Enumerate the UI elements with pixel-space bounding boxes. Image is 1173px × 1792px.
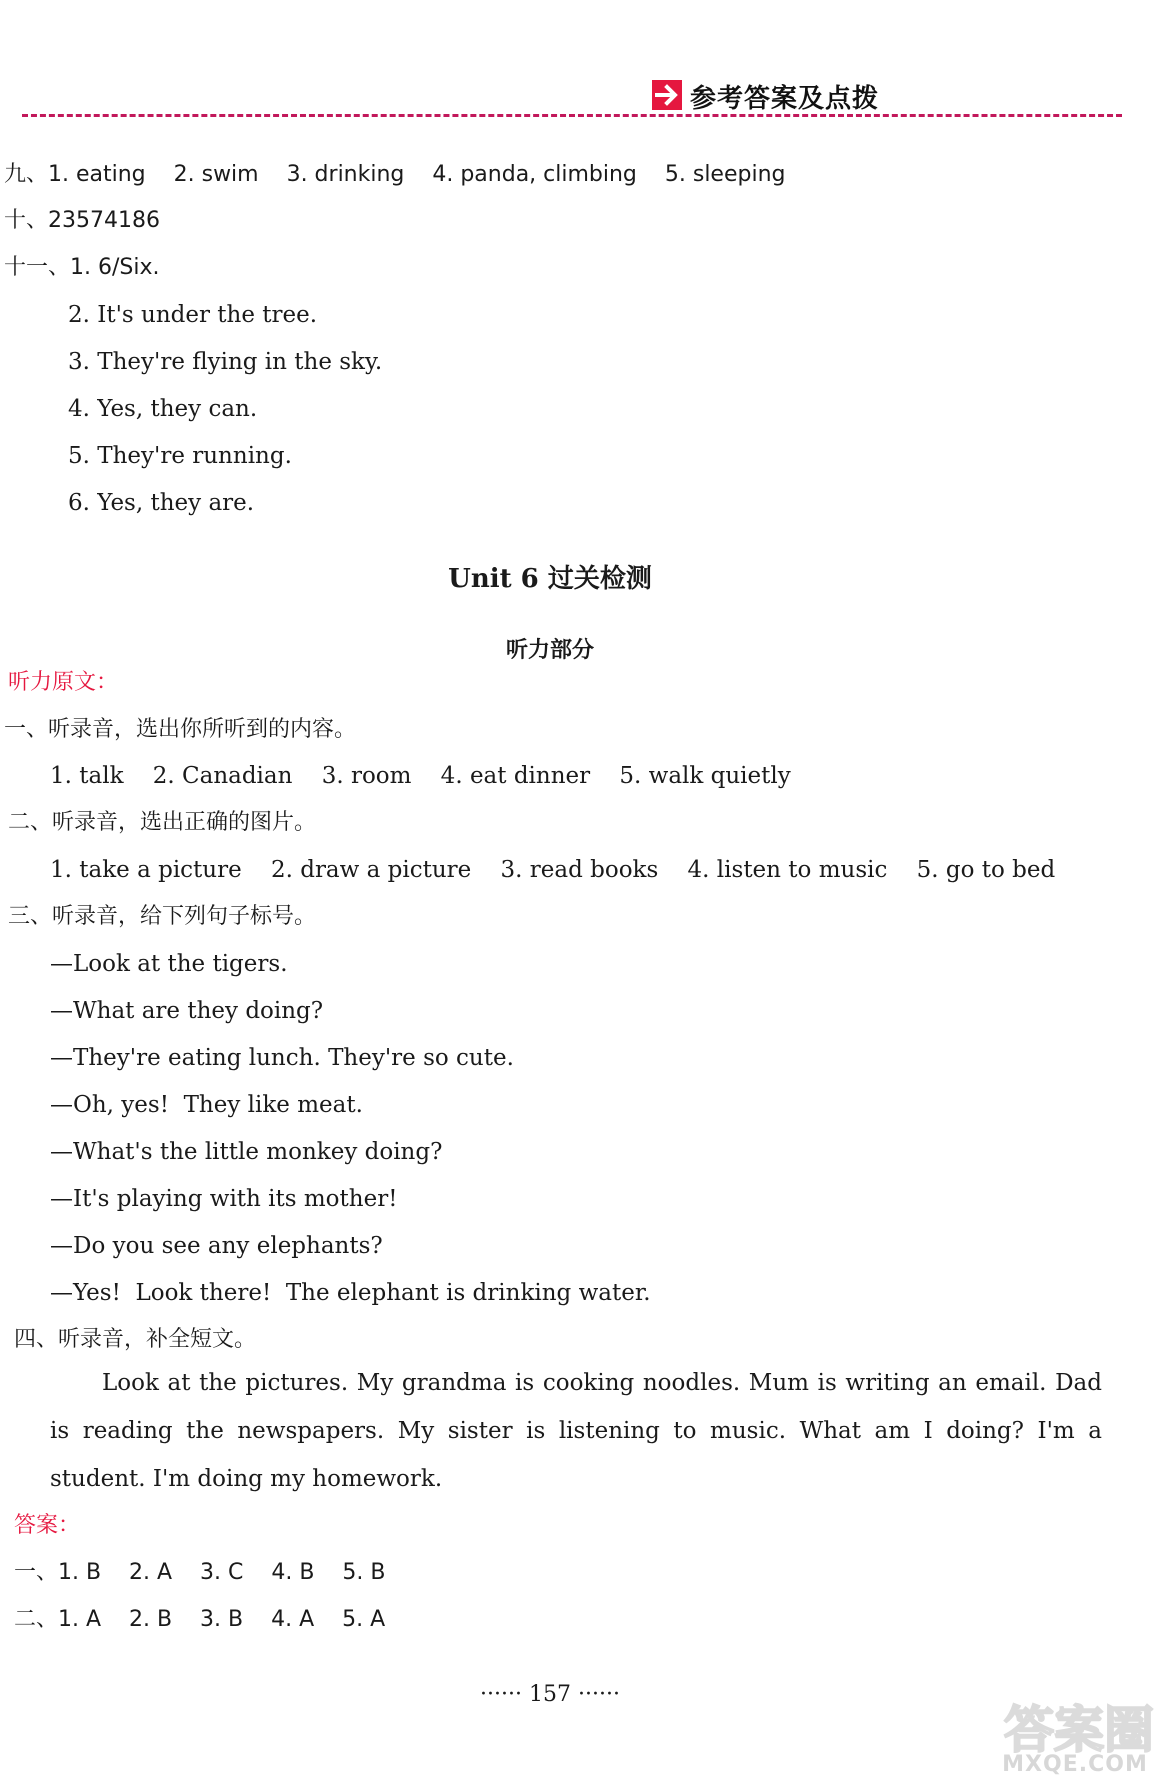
question-four-heading: 四、听录音，补全短文。 — [14, 1327, 257, 1352]
header-title: 参考答案及点拨 — [690, 84, 880, 114]
unit-title: Unit 6 过关检测 — [448, 564, 652, 594]
dialogue-line: —Oh, yes! They like meat. — [50, 1092, 363, 1118]
page-number — [0, 1682, 1100, 1707]
dialogue-line: —What's the little monkey doing? — [50, 1139, 443, 1165]
answer-row-two: 二、1. A 2. B 3. B 4. A 5. A — [14, 1607, 386, 1632]
header-divider — [22, 114, 1122, 117]
arrow-right-icon — [652, 80, 682, 110]
question-four-passage: Look at the pictures. My grandma is cooking noodles. Mum is writing an email. Dad is reading the newspapers. My sister is listening to music. What am I doing? I'm a student. I'm doing my homework. — [50, 1370, 1102, 1492]
page-number-leader: ······ — [571, 1682, 620, 1707]
question-one-heading: 一、听录音，选出你所听到的内容。 — [4, 717, 357, 742]
dialogue-line: —Do you see any elephants? — [50, 1233, 383, 1259]
dialogue-line: —They're eating lunch. They're so cute. — [50, 1045, 514, 1071]
answer-eleven-5: 5. They're running. — [68, 443, 292, 469]
dialogue-line: —It's playing with its mother! — [50, 1186, 398, 1212]
question-one-items: 1. talk 2. Canadian 3. room 4. eat dinner 5. walk quietly — [50, 763, 791, 789]
answer-eleven-6: 6. Yes, they are. — [68, 490, 255, 516]
watermark-logo: 答案圈 — [1004, 1701, 1154, 1759]
answer-section-nine: 九、1. eating 2. swim 3. drinking 4. panda, climbing 5. sleeping — [4, 162, 786, 187]
dialogue-line: —Yes! Look there! The elephant is drinking water. — [50, 1280, 651, 1306]
page-number-value: 157 — [529, 1682, 571, 1707]
watermark — [990, 1690, 1160, 1780]
script-label: 听力原文： — [8, 670, 119, 695]
question-three-heading: 三、听录音，给下列句子标号。 — [8, 904, 317, 929]
question-two-heading: 二、听录音，选出正确的图片。 — [8, 810, 317, 835]
dialogue-line: —What are they doing? — [50, 998, 324, 1024]
answer-section-eleven: 十一、1. 6/Six. — [4, 255, 160, 280]
answer-eleven-3: 3. They're flying in the sky. — [68, 349, 383, 375]
dialogue-line: —Look at the tigers. — [50, 951, 288, 977]
page-number-leader: ······ — [480, 1682, 529, 1707]
answer-row-one: 一、1. B 2. A 3. C 4. B 5. B — [14, 1560, 386, 1585]
watermark-text: MXQE.COM — [1002, 1752, 1148, 1777]
answer-eleven-4: 4. Yes, they can. — [68, 396, 258, 422]
section-subtitle: 听力部分 — [505, 638, 594, 663]
page-header — [0, 0, 1173, 120]
answer-eleven-2: 2. It's under the tree. — [68, 302, 318, 328]
answers-label: 答案： — [14, 1513, 81, 1538]
answer-section-ten: 十、23574186 — [4, 208, 160, 233]
question-two-items: 1. take a picture 2. draw a picture 3. read books 4. listen to music 5. go to bed — [50, 857, 1056, 883]
